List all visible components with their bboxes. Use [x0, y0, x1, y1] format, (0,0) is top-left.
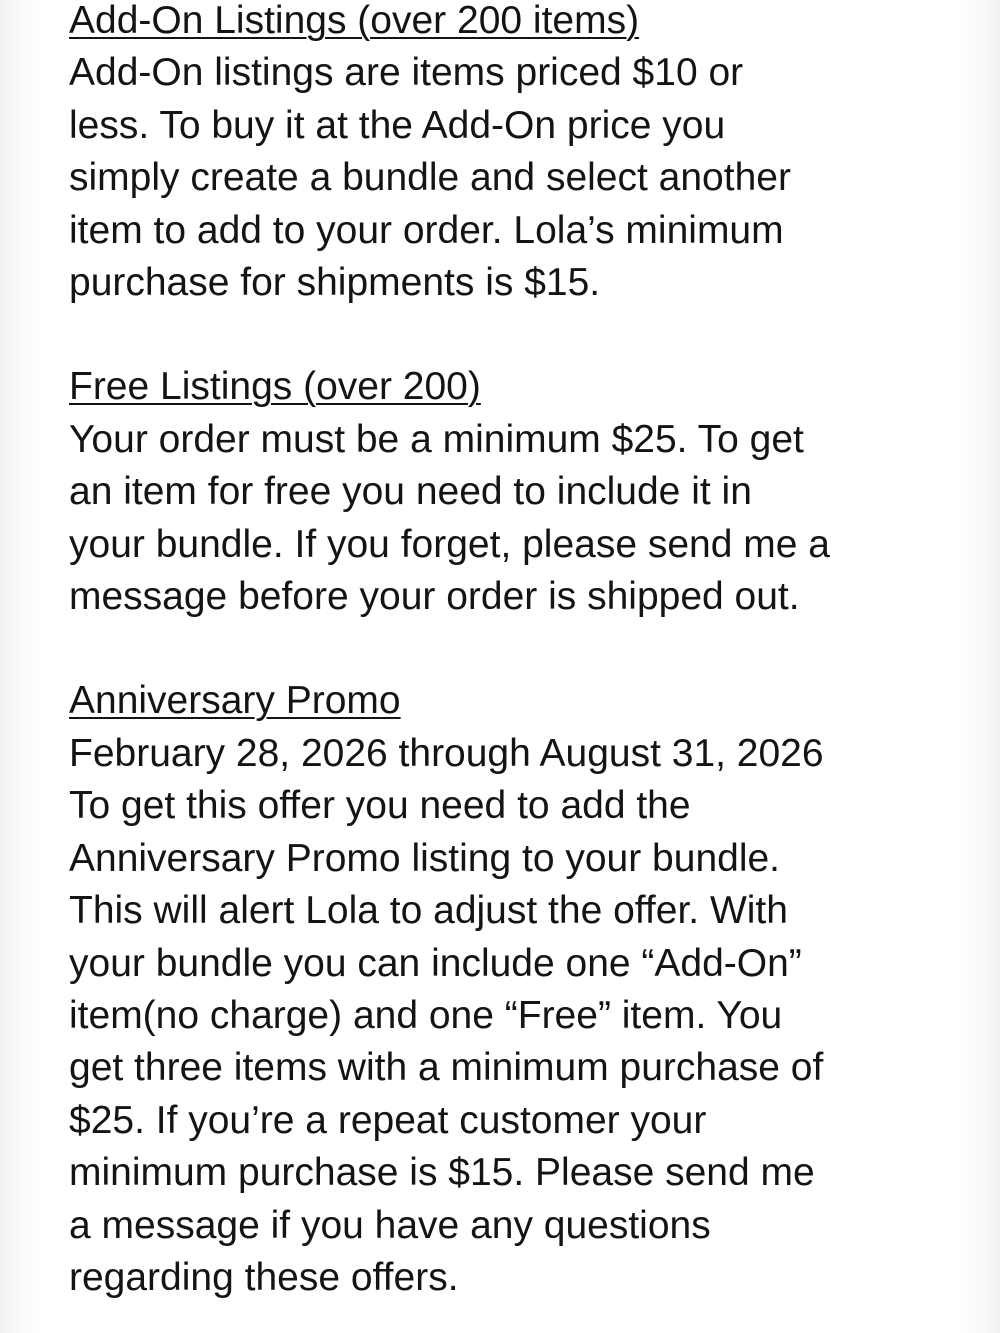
promo-date-range: February 28, 2026 through August 31, 2026 — [69, 731, 824, 775]
section-heading-add-on-listings: Add-On Listings (over 200 items) — [69, 0, 640, 42]
paragraph-line: Your order must be a minimum $25. To get — [69, 417, 804, 461]
section-heading-anniversary-promo: Anniversary Promo — [69, 679, 401, 723]
paragraph-line: $25. If you’re a repeat customer your — [69, 1098, 707, 1142]
paragraph-line: Add-On listings are items priced $10 or — [69, 51, 744, 95]
paragraph-line: purchase for shipments is $15. — [69, 261, 601, 305]
section-anniversary-promo — [69, 675, 949, 1304]
paragraph-line: message before your order is shipped out. — [69, 575, 800, 619]
paragraph-line: your bundle you can include one “Add-On” — [69, 941, 802, 985]
paragraph-line: This will alert Lola to adjust the offer. With — [69, 889, 788, 933]
paragraph-line: a message if you have any questions — [69, 1203, 711, 1247]
paragraph-line: Anniversary Promo listing to your bundle. — [69, 836, 781, 880]
section-add-on-listings — [69, 0, 949, 309]
paragraph-line: less. To buy it at the Add-On price you — [69, 103, 726, 147]
paragraph-line: your bundle. If you forget, please send me a — [69, 522, 830, 566]
paragraph-line: item(no charge) and one “Free” item. You — [69, 993, 783, 1037]
section-heading-free-listings: Free Listings (over 200) — [69, 365, 481, 409]
offers-document — [69, 0, 949, 1304]
paragraph-line: minimum purchase is $15. Please send me — [69, 1151, 815, 1195]
paragraph-line: simply create a bundle and select another — [69, 156, 791, 200]
section-free-listings — [69, 361, 949, 623]
paragraph-line: item to add to your order. Lola’s minimum — [69, 208, 784, 252]
paragraph-line: To get this offer you need to add the — [69, 784, 691, 828]
paragraph-line: get three items with a minimum purchase of — [69, 1046, 824, 1090]
paragraph-line: an item for free you need to include it in — [69, 470, 752, 514]
paragraph-line: regarding these offers. — [69, 1255, 459, 1299]
